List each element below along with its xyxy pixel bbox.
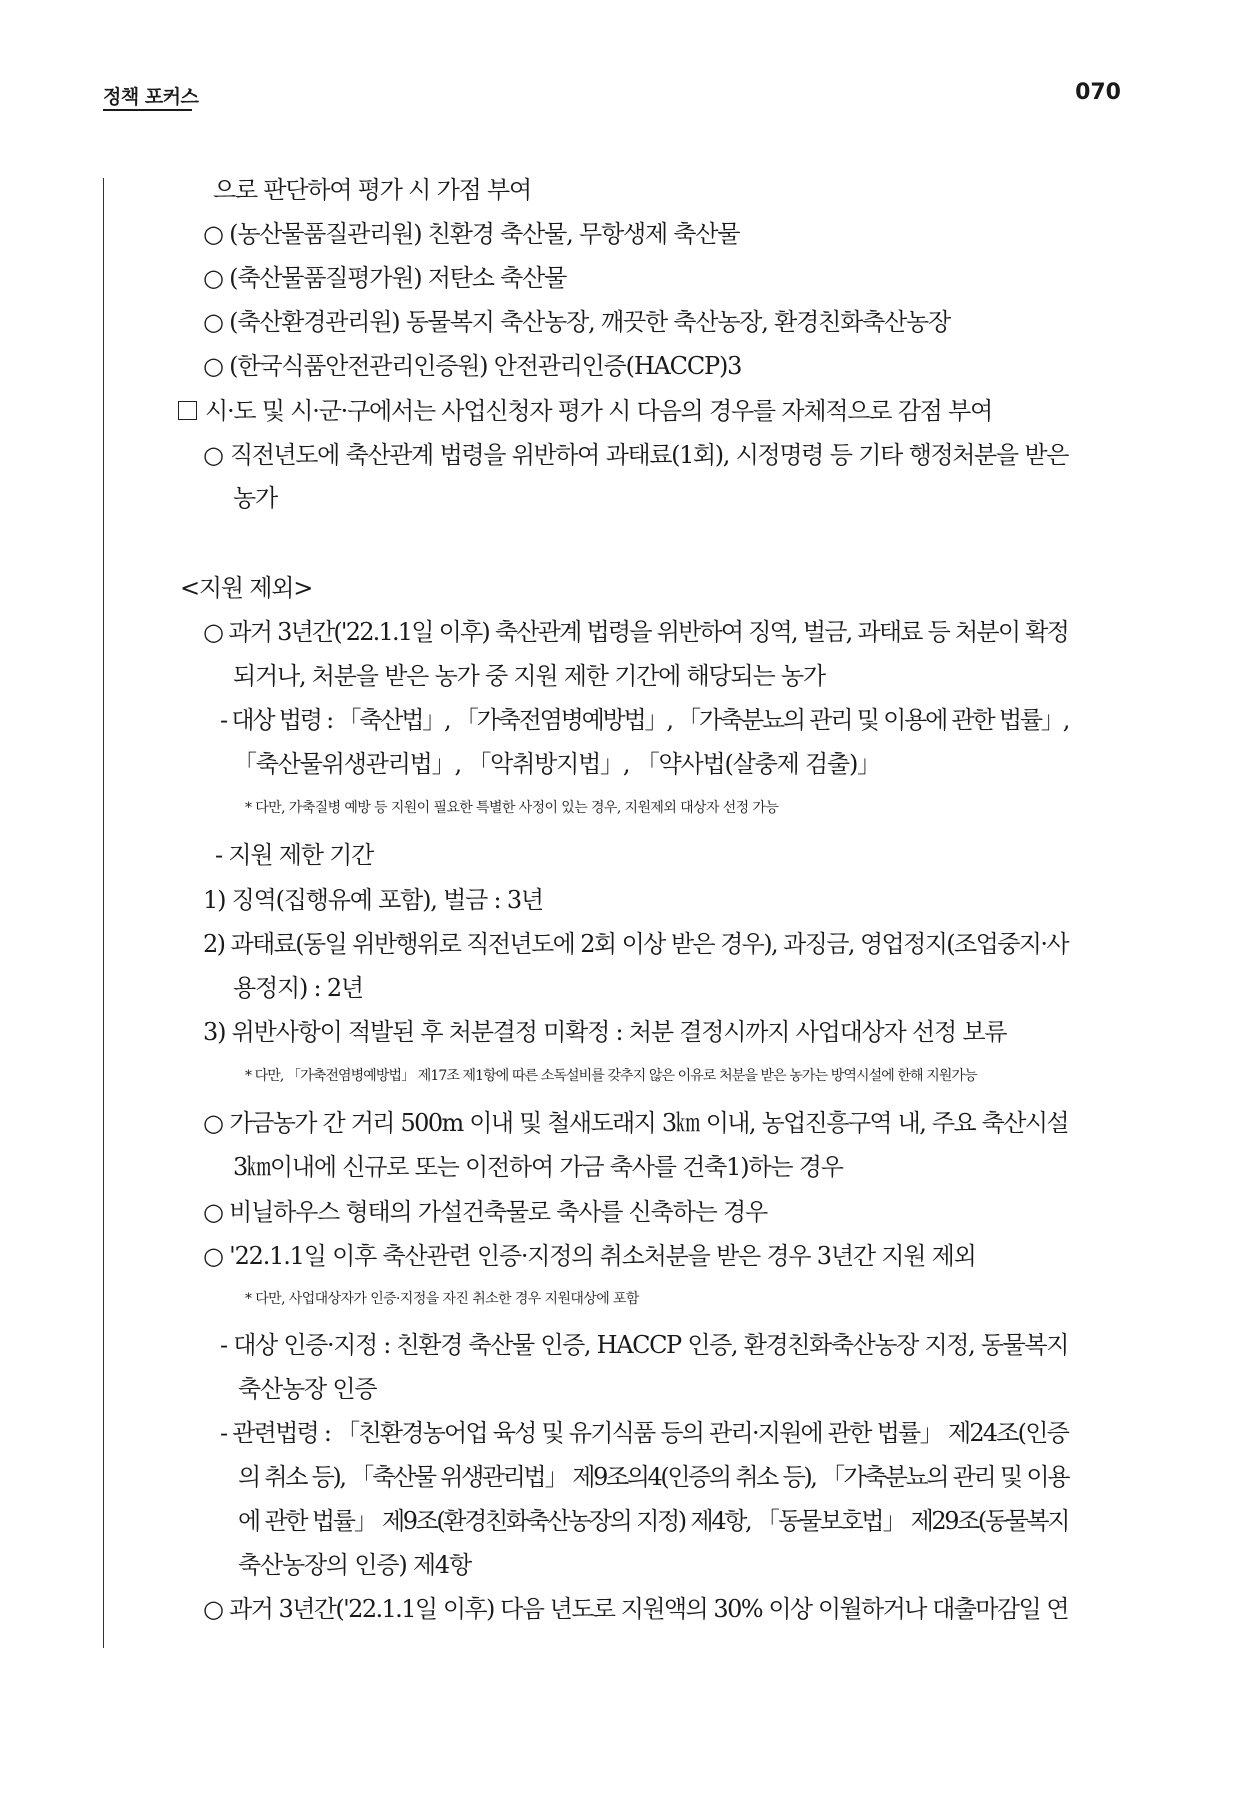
text-line: - 대상 법령 : 「축산법」, 「가축전염병예방법」, 「가축분뇨의 관리 및 이용에 관한 법률」, [220,706,1069,734]
text-line: 농가 [233,484,277,512]
square-bullet-icon [178,401,197,420]
text-line: ○ 비닐하우스 형태의 가설건축물로 축사를 신축하는 경우 [203,1198,767,1226]
text-line: 축산농장 인증 [238,1375,377,1403]
text-line: 용정지) : 2년 [233,974,363,1002]
text-line: 「축산물위생관리법」, 「악취방지법」, 「약사법(살충제 검출)」 [233,750,880,778]
left-margin-rule [103,178,104,1648]
page-number: 070 [1075,80,1121,105]
text-line: ○ (축산물품질평가원) 저탄소 축산물 [203,264,567,292]
text-line: 되거나, 처분을 받은 농가 중 지원 제한 기간에 해당되는 농가 [233,662,825,690]
section-heading: <지원 제외> [180,574,313,602]
text-line: 3) 위반사항이 적발된 후 처분결정 미확정 : 처분 결정시까지 사업대상자 선정 보류 [203,1018,1007,1046]
square-bullet-line [178,396,992,426]
text-line: 1) 징역(집행유예 포함), 벌금 : 3년 [203,886,543,914]
text-line: ○ (농산물품질관리원) 친환경 축산물, 무항생제 축산물 [203,220,740,248]
header-underline [103,109,192,111]
footnote-line: * 다만, 사업대상자가 인증·지정을 자진 취소한 경우 지원대상에 포함 [245,1291,639,1307]
text-line: 축산농장의 인증) 제4항 [238,1551,471,1579]
section-label: 정책 포커스 [103,86,199,108]
text-line: - 지원 제한 기간 [215,841,374,869]
text-line: ○ (축산환경관리원) 동물복지 축산농장, 깨끗한 축산농장, 환경친화축산농장 [203,308,951,336]
text-line: 시·도 및 시·군·구에서는 사업신청자 평가 시 다음의 경우를 자체적으로 감점 부여 [205,397,993,425]
text-line: 2) 과태료(동일 위반행위로 직전년도에 2회 이상 받은 경우), 과징금, 영업정지(조업중지·사 [203,930,1068,958]
text-line: 3㎞이내에 신규로 또는 이전하여 가금 축사를 건축1)하는 경우 [233,1153,843,1181]
text-line: 으로 판단하여 평가 시 가점 부여 [213,176,531,204]
text-line: - 관련법령 : 「친환경농어업 육성 및 유기식품 등의 관리·지원에 관한 법률」 제24조(인증 [220,1419,1068,1447]
footnote-line: * 다만, 「가축전염병예방법」 제17조 제1항에 따른 소독설비를 갖추지 않은 이유로 처분을 받은 농가는 방역시설에 한해 지원가능 [245,1068,977,1084]
text-line: ○ (한국식품안전관리인증원) 안전관리인증(HACCP)3 [203,352,742,380]
text-line: - 대상 인증·지정 : 친환경 축산물 인증, HACCP 인증, 환경친화축산농장 지정, 동물복지 [220,1331,1068,1359]
text-line: ○ 과거 3년간('22.1.1일 이후) 다음 년도로 지원액의 30% 이상 이월하거나 대출마감일 연 [203,1595,1068,1623]
text-line: ○ 가금농가 간 거리 500m 이내 및 철새도래지 3㎞ 이내, 농업진흥구역 내, 주요 축산시설 [203,1109,1068,1137]
text-line: ○ 직전년도에 축산관계 법령을 위반하여 과태료(1회), 시정명령 등 기타 행정처분을 받은 [203,441,1068,469]
text-line: ○ '22.1.1일 이후 축산관련 인증·지정의 취소처분을 받은 경우 3년간 지원 제외 [203,1242,976,1270]
text-line: 에 관한 법률」 제9조(환경친화축산농장의 지정) 제4항, 「동물보호법」 제29조(동물복지 [238,1507,1068,1535]
text-line: ○ 과거 3년간('22.1.1일 이후) 축산관계 법령을 위반하여 징역, 벌금, 과태료 등 처분이 확정 [203,618,1068,646]
text-line: 의 취소 등), 「축산물 위생관리법」 제9조의4(인증의 취소 등), 「가축분뇨의 관리 및 이용 [238,1463,1068,1491]
footnote-line: * 다만, 가축질병 예방 등 지원이 필요한 특별한 사정이 있는 경우, 지원제외 대상자 선정 가능 [245,800,779,816]
